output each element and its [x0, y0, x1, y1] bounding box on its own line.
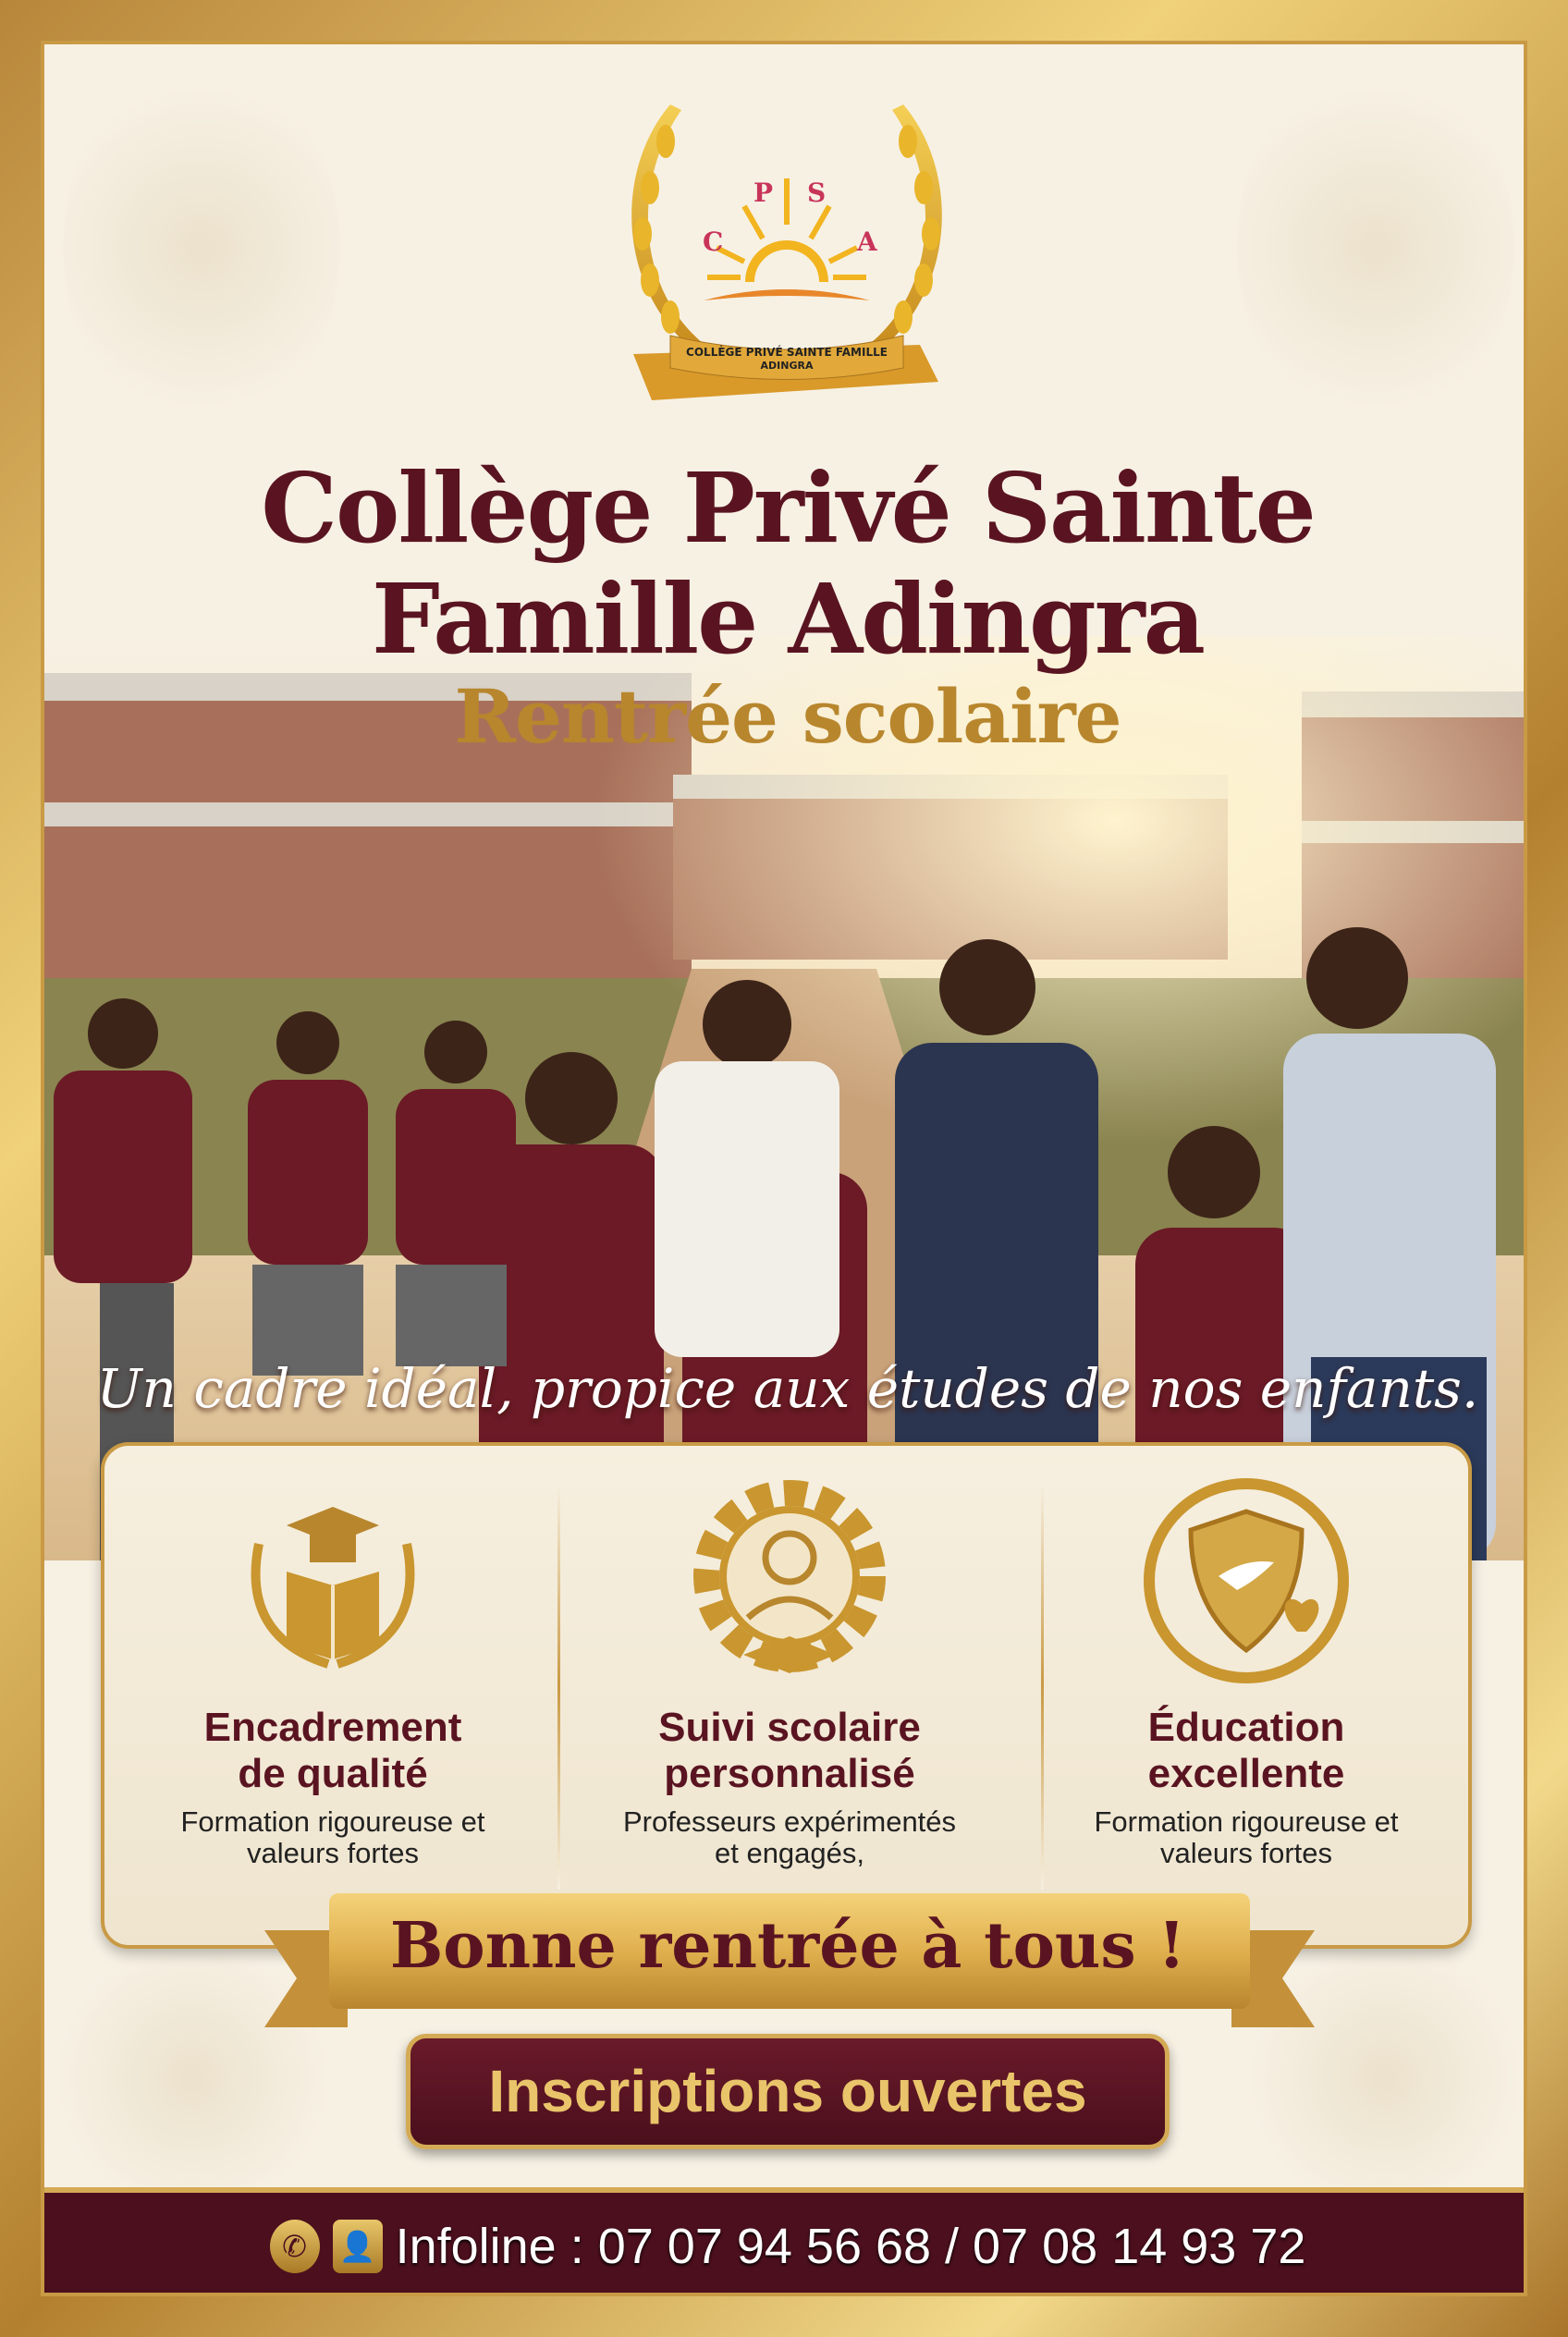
tagline: Un cadre idéal, propice aux études de nos enfants.	[96, 1357, 1479, 1420]
shield-dove-heart-icon	[1135, 1470, 1357, 1692]
feature-desc: Formation rigoureuse et valeurs fortes	[180, 1805, 485, 1869]
svg-text:P: P	[753, 177, 774, 208]
phone-icon: ✆	[270, 2220, 320, 2273]
svg-text:A: A	[857, 226, 877, 257]
svg-text:C: C	[703, 226, 724, 257]
poster	[41, 41, 1527, 2296]
damask-pattern	[1237, 63, 1514, 433]
feature-suivi	[561, 1446, 1018, 1945]
damask-pattern	[63, 63, 340, 433]
banner-text: Bonne rentrée à tous !	[389, 1909, 1186, 1983]
features-card	[101, 1442, 1472, 1949]
svg-text:ADINGRA: ADINGRA	[760, 360, 814, 372]
feature-title: Suivi scolaire personnalisé	[658, 1705, 921, 1796]
feature-education	[1018, 1446, 1475, 1945]
footer-infoline	[44, 2187, 1527, 2296]
subtitle: Rentrée scolaire	[454, 673, 1121, 760]
feature-title: Encadrement de qualité	[203, 1705, 462, 1796]
inscriptions-button[interactable]: Inscriptions ouvertes	[406, 2034, 1170, 2149]
feature-desc: Professeurs expérimentés et engagés,	[622, 1805, 957, 1869]
infoline-text: Infoline : 07 07 94 56 68 / 07 08 14 93 72	[395, 2219, 1306, 2274]
book-graduation-cap-laurel-icon	[222, 1470, 444, 1692]
contact-card-icon: 👤	[333, 2220, 383, 2273]
svg-text:S: S	[807, 177, 827, 208]
school-photo	[44, 636, 1527, 1560]
feature-title: Éducation excellente	[1147, 1705, 1345, 1796]
svg-text:COLLÈGE PRIVÉ SAINTE FAMILLE: COLLÈGE PRIVÉ SAINTE FAMILLE	[686, 346, 888, 359]
title-line-2: Famille Adingra	[372, 562, 1204, 676]
teacher-gear-handshake-icon	[679, 1470, 900, 1692]
feature-desc: Formation rigoureuse et valeurs fortes	[1094, 1805, 1399, 1869]
feature-encadrement	[104, 1446, 561, 1945]
cpsa-logo	[615, 86, 959, 413]
title-line-1: Collège Privé Sainte	[261, 451, 1315, 565]
